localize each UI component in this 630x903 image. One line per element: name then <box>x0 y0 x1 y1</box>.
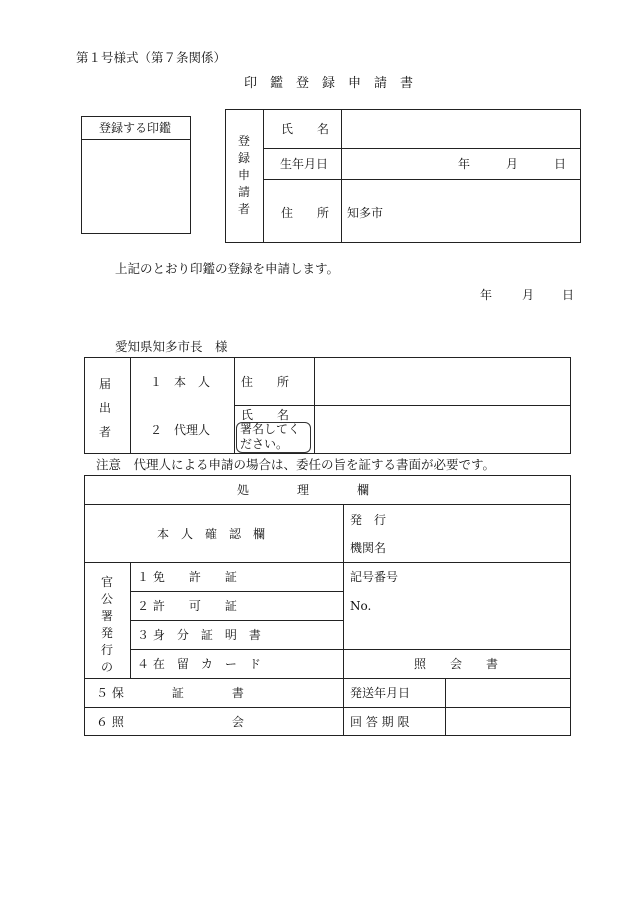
notifier-side-label: 届出者 <box>98 377 111 439</box>
applicant-table <box>225 109 581 243</box>
addressee: 愛知県知多市長 様 <box>115 339 228 354</box>
processing-title: 処 理 欄 <box>237 483 370 497</box>
issuer-label-line1: 発 行 <box>350 513 387 527</box>
application-statement: 上記のとおり印鑑の登録を申請します。 <box>115 261 340 276</box>
notifier-row-divider <box>234 405 571 406</box>
agent-note: 注意 代理人による申請の場合は、委任の旨を証する書面が必要です。 <box>96 457 496 472</box>
option-self: １ 本 人 <box>150 375 211 389</box>
applicant-row-divider-1 <box>263 148 581 149</box>
applicant-side-label: 登録申請者 <box>237 134 250 216</box>
option-agent: ２ 代理人 <box>150 423 211 437</box>
applicant-row-divider-2 <box>263 179 581 180</box>
proc-row-divider-title <box>84 504 571 505</box>
birthdate-label: 生年月日 <box>280 157 329 171</box>
doc-residence-card: ４ 在 留 カ ー ド <box>137 657 261 671</box>
date-month-unit: 月 <box>522 288 535 302</box>
seal-box-label: 登録する印鑑 <box>99 121 172 135</box>
number-prefix: No. <box>350 599 372 613</box>
notifier-name-label: 氏 名 <box>241 408 290 422</box>
proc-col-divider-right <box>445 678 446 736</box>
proc-row-divider-doc3 <box>130 649 571 650</box>
applicant-col-divider-1 <box>263 109 264 243</box>
proc-row-divider-item5 <box>84 707 571 708</box>
form-title: 印 鑑 登 録 申 請 書 <box>244 76 414 91</box>
proc-row-divider-doc4 <box>84 678 571 679</box>
proc-row-divider-doc2 <box>130 620 343 621</box>
inquiry-letter-label: 照 会 書 <box>414 657 499 671</box>
notifier-address-label: 住 所 <box>241 375 290 389</box>
identity-check-label: 本 人 確 認 欄 <box>157 527 266 541</box>
birth-month-unit: 月 <box>506 157 519 171</box>
signature-note-line2: ださい。 <box>240 437 289 451</box>
address-label: 住 所 <box>281 206 330 220</box>
issuer-label-line2: 機関名 <box>350 541 387 555</box>
date-year-unit: 年 <box>480 288 493 302</box>
guarantee-letter-label: ５ 保 証 書 <box>96 686 244 700</box>
applicant-col-divider-2 <box>341 109 342 243</box>
inquiry-label: ６ 照 会 <box>96 715 244 729</box>
gov-issued-side-label: 官公署発行の <box>100 575 113 674</box>
sent-date-label: 発送年月日 <box>350 686 411 700</box>
symbol-number-label: 記号番号 <box>350 570 399 584</box>
birth-day-unit: 日 <box>554 157 567 171</box>
form-number: 第１号様式（第７条関係） <box>76 50 227 65</box>
doc-id-certificate: ３ 身 分 証 明 書 <box>137 628 261 642</box>
reply-deadline-label: 回 答 期 限 <box>350 715 410 729</box>
address-value: 知多市 <box>347 206 384 220</box>
doc-permit: ２ 許 可 証 <box>137 599 237 613</box>
doc-drivers-license: １ 免 許 証 <box>137 570 237 584</box>
proc-col-divider-gov <box>130 562 131 678</box>
proc-col-divider-main <box>343 504 344 736</box>
date-day-unit: 日 <box>562 288 575 302</box>
proc-row-divider-doc1 <box>130 591 343 592</box>
birth-year-unit: 年 <box>458 157 471 171</box>
seal-box-divider <box>81 139 191 140</box>
signature-note-line1: 署名してく <box>240 422 301 436</box>
notifier-col-divider-1 <box>130 357 131 454</box>
proc-row-divider-identity <box>84 562 571 563</box>
name-label: 氏 名 <box>281 122 330 136</box>
